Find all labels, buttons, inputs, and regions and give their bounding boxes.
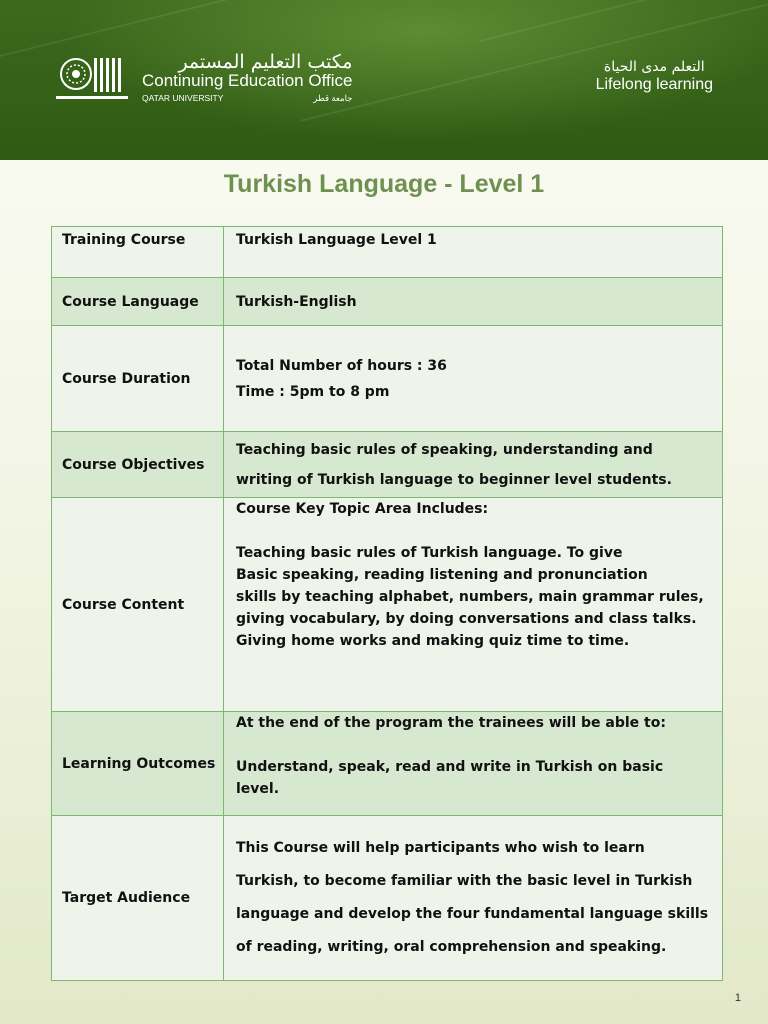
page-title: Turkish Language - Level 1: [223, 170, 545, 198]
org-name-english: Continuing Education Office: [142, 71, 353, 90]
table-row: [52, 712, 723, 816]
row-label: Training Course: [52, 227, 224, 278]
value-line: language and develop the four fundamental language skills: [236, 906, 709, 922]
qatar-university-emblem-icon: [56, 52, 128, 104]
decorative-streak: [480, 0, 768, 42]
org-name-arabic: مكتب التعليم المستمر: [178, 51, 353, 73]
row-label: Course Content: [52, 498, 224, 712]
table-row: [52, 227, 723, 278]
value-line: [236, 520, 714, 542]
row-label: Target Audience: [52, 816, 224, 981]
slogan-arabic: التعلم مدى الحياة: [603, 59, 705, 75]
value-line: Course Key Topic Area Includes:: [236, 501, 489, 517]
value-line: Teaching basic rules of speaking, understanding and: [236, 441, 653, 458]
value-line: Teaching basic rules of Turkish language. To give: [236, 545, 623, 561]
table-row: [52, 432, 723, 498]
row-value: [224, 498, 723, 712]
row-label: Course Duration: [52, 326, 224, 432]
value-line: Basic speaking, reading listening and pronunciation: [236, 567, 648, 583]
row-value: [224, 326, 723, 432]
value-line: giving vocabulary, by doing conversations and class talks.: [236, 611, 697, 627]
row-label: Course Objectives: [52, 432, 224, 498]
row-label: Course Language: [52, 278, 224, 326]
university-line: [142, 92, 352, 104]
row-value: [224, 278, 723, 326]
row-value: [224, 227, 723, 278]
table-row: [52, 326, 723, 432]
continuing-education-logo: [56, 52, 352, 104]
value-line: At the end of the program the trainees will be able to:: [236, 715, 666, 731]
value-line: Turkish Language Level 1: [236, 232, 437, 248]
value-line: [236, 734, 714, 756]
header-banner: [0, 0, 768, 160]
value-line: skills by teaching alphabet, numbers, main grammar rules,: [236, 589, 704, 605]
value-line: Total Number of hours : 36: [236, 357, 447, 374]
value-line: Time : 5pm to 8 pm: [236, 383, 390, 400]
slogan-english: Lifelong learning: [595, 76, 713, 93]
table-row: [52, 278, 723, 326]
value-line: of reading, writing, oral comprehension and speaking.: [236, 939, 667, 955]
table-row: [52, 816, 723, 981]
course-info-table: [51, 226, 723, 981]
value-line: Understand, speak, read and write in Turkish on basic: [236, 759, 664, 775]
value-line: Turkish, to become familiar with the basic level in Turkish: [236, 873, 693, 889]
university-name-english: QATAR UNIVERSITY: [142, 93, 224, 103]
lifelong-learning-logo: [596, 58, 713, 94]
row-value: [224, 432, 723, 498]
value-line: Turkish-English: [236, 293, 357, 310]
university-name-arabic: جامعة قطر: [313, 93, 353, 103]
page-number: 1: [734, 992, 741, 1004]
value-line: This Course will help participants who wish to learn: [236, 840, 645, 856]
value-line: Giving home works and making quiz time to time.: [236, 633, 630, 649]
row-value: [224, 712, 723, 816]
table-row: [52, 498, 723, 712]
row-label: Learning Outcomes: [52, 712, 224, 816]
row-value: [224, 816, 723, 981]
value-line: writing of Turkish language to beginner level students.: [236, 471, 672, 488]
value-line: level.: [236, 781, 280, 797]
